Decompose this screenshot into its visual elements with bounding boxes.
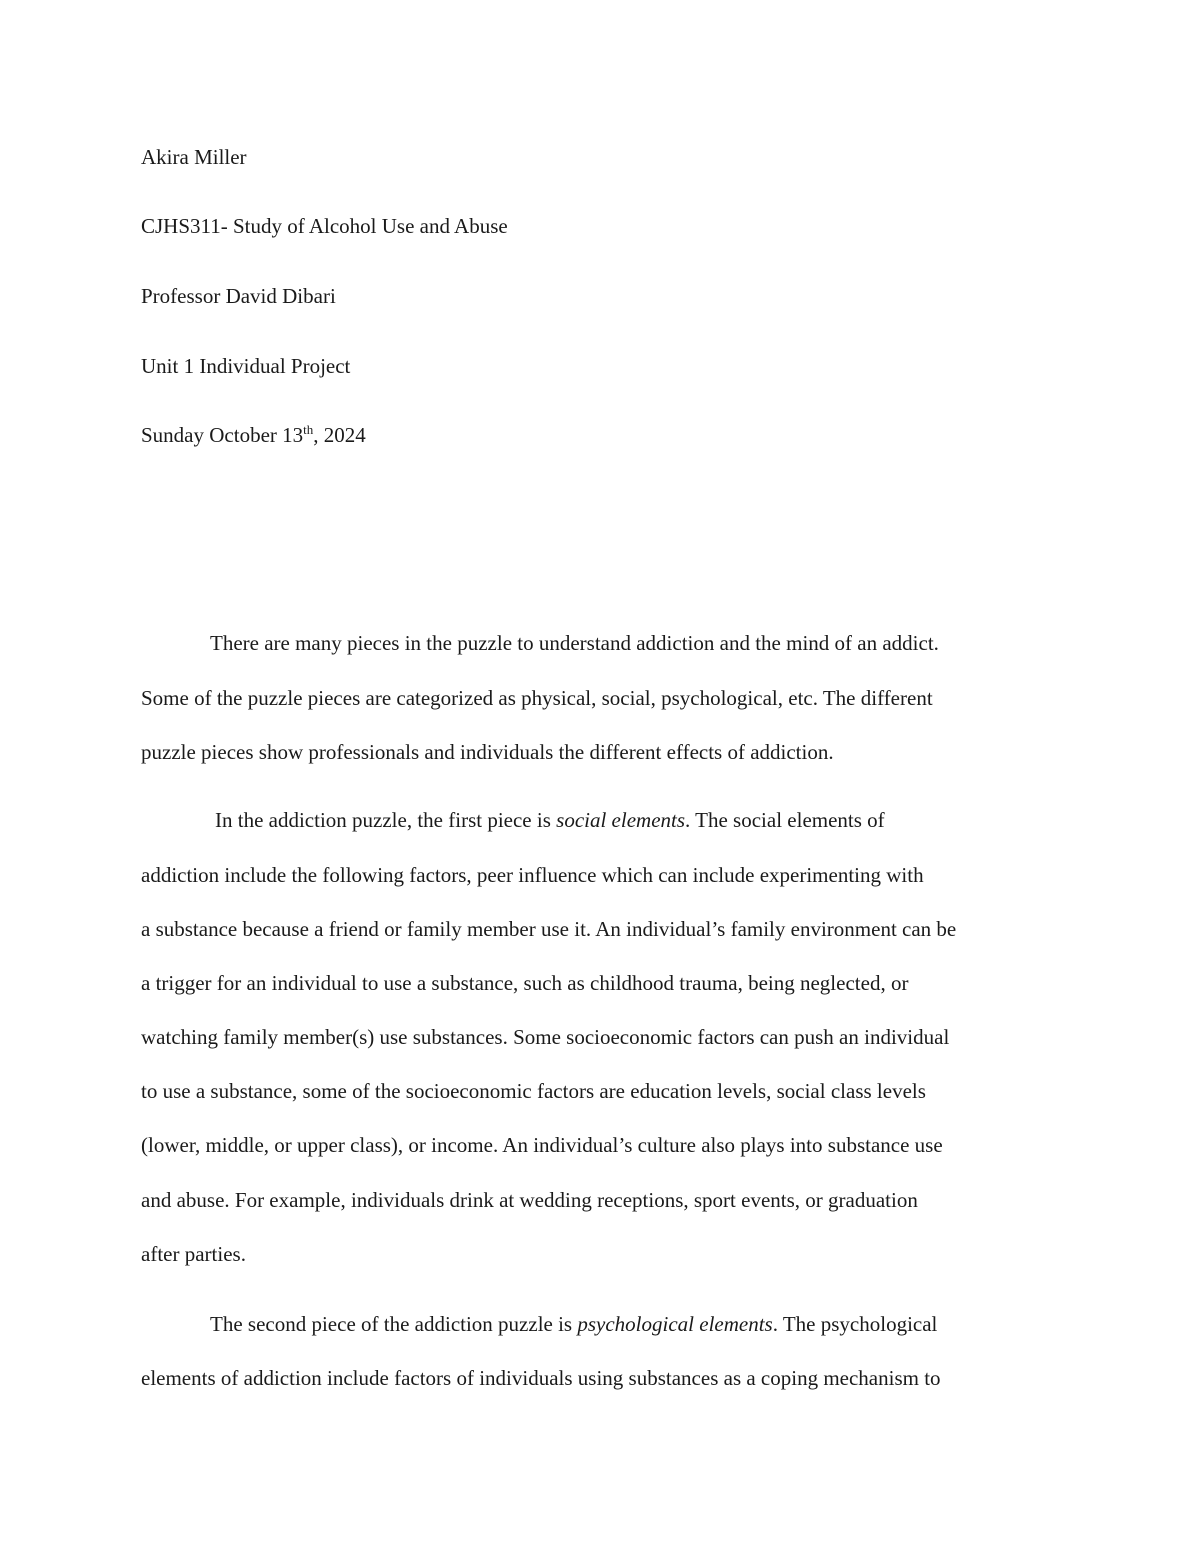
paragraph1-line: Some of the puzzle pieces are categorized as physical, social, psychological, etc. The different: [141, 686, 933, 710]
date-prefix: Sunday October 13: [141, 423, 304, 447]
submission-date: [141, 422, 366, 448]
paragraph2-line: a trigger for an individual to use a substance, such as childhood trauma, being neglected, or: [141, 971, 909, 995]
paragraph3-line: elements of addiction include factors of individuals using substances as a coping mechanism to: [141, 1366, 941, 1390]
paragraph2-line: addiction include the following factors, peer influence which can include experimenting with: [141, 863, 924, 887]
paragraph2-line: watching family member(s) use substances. Some socioeconomic factors can push an individual: [141, 1025, 950, 1049]
paragraph2-line: to use a substance, some of the socioeconomic factors are education levels, social class levels: [141, 1079, 926, 1103]
assignment-title: Unit 1 Individual Project: [141, 354, 351, 378]
paragraph3-first-line: [210, 1311, 937, 1337]
paragraph2-line: and abuse. For example, individuals drink at wedding receptions, sport events, or graduation: [141, 1188, 918, 1212]
professor-name: Professor David Dibari: [141, 284, 336, 308]
paragraph2-line: a substance because a friend or family member use it. An individual’s family environment can be: [141, 917, 957, 941]
course-title: CJHS311- Study of Alcohol Use and Abuse: [141, 214, 508, 238]
paragraph3-text: The second piece of the addiction puzzle is: [210, 1312, 578, 1336]
paragraph2-line: (lower, middle, or upper class), or income. An individual’s culture also plays into substance use: [141, 1133, 943, 1157]
date-ordinal-suffix: th: [303, 422, 314, 437]
date-year: , 2024: [313, 423, 366, 447]
paragraph2-text: . The social elements of: [685, 808, 885, 832]
paragraph1-line: There are many pieces in the puzzle to understand addiction and the mind of an addict.: [210, 631, 939, 655]
paragraph2-emphasis: social elements: [556, 808, 686, 832]
paragraph2-first-line: [215, 807, 885, 833]
paragraph2-text: In the addiction puzzle, the first piece is: [215, 808, 557, 832]
paragraph3-text: . The psychological: [772, 1312, 938, 1336]
author-name: Akira Miller: [141, 145, 247, 169]
paragraph2-line: after parties.: [141, 1242, 246, 1266]
paragraph1-line: puzzle pieces show professionals and individuals the different effects of addiction.: [141, 740, 834, 764]
paragraph3-emphasis: psychological elements: [577, 1312, 773, 1336]
